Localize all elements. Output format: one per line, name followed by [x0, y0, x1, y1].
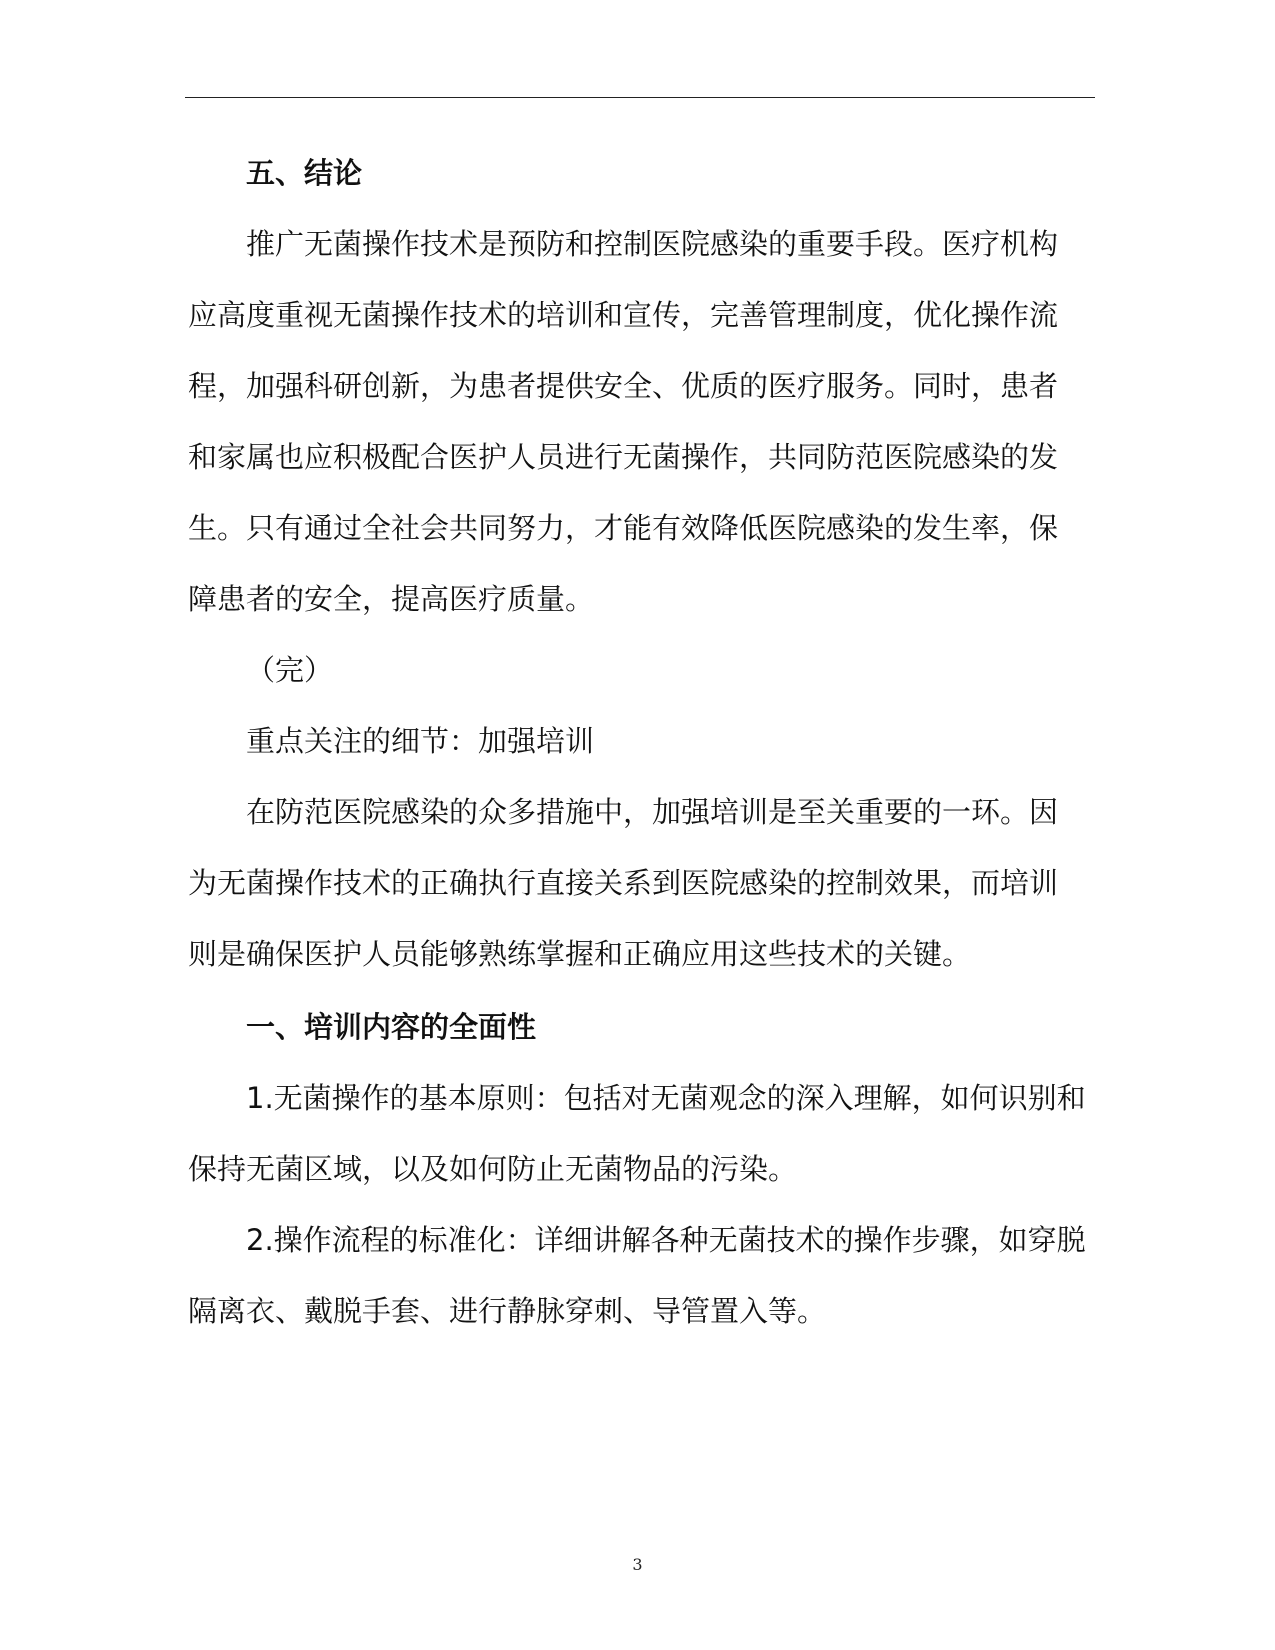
paragraph-line: 和家属也应积极配合医护人员进行无菌操作，共同防范医院感染的发: [188, 440, 1059, 474]
header-rule: [185, 97, 1095, 98]
list-item-line: 2.操作流程的标准化：详细讲解各种无菌技术的操作步骤，如穿脱: [246, 1223, 1086, 1257]
list-item-line: 隔离衣、戴脱手套、进行静脉穿刺、导管置入等。: [188, 1294, 827, 1328]
end-marker: （完）: [246, 653, 334, 687]
section-heading-training-content: 一、培训内容的全面性: [246, 1010, 537, 1044]
paragraph-line: 则是确保医护人员能够熟练掌握和正确应用这些技术的关键。: [188, 937, 972, 971]
section-heading-conclusion: 五、结论: [246, 156, 363, 190]
page-number: 3: [632, 1555, 643, 1574]
paragraph-line: 为无菌操作技术的正确执行直接关系到医院感染的控制效果，而培训: [188, 866, 1059, 900]
paragraph-line: 在防范医院感染的众多措施中，加强培训是至关重要的一环。因: [246, 795, 1059, 829]
focus-detail-title: 重点关注的细节：加强培训: [246, 724, 595, 758]
list-item-line: 保持无菌区域，以及如何防止无菌物品的污染。: [188, 1152, 798, 1186]
paragraph-line: 程，加强科研创新，为患者提供安全、优质的医疗服务。同时，患者: [188, 369, 1059, 403]
list-item-line: 1.无菌操作的基本原则：包括对无菌观念的深入理解，如何识别和: [246, 1081, 1086, 1115]
paragraph-line: 推广无菌操作技术是预防和控制医院感染的重要手段。医疗机构: [246, 227, 1059, 261]
paragraph-line: 障患者的安全，提高医疗质量。: [188, 582, 595, 616]
paragraph-line: 生。只有通过全社会共同努力，才能有效降低医院感染的发生率，保: [188, 511, 1059, 545]
paragraph-line: 应高度重视无菌操作技术的培训和宣传，完善管理制度，优化操作流: [188, 298, 1059, 332]
